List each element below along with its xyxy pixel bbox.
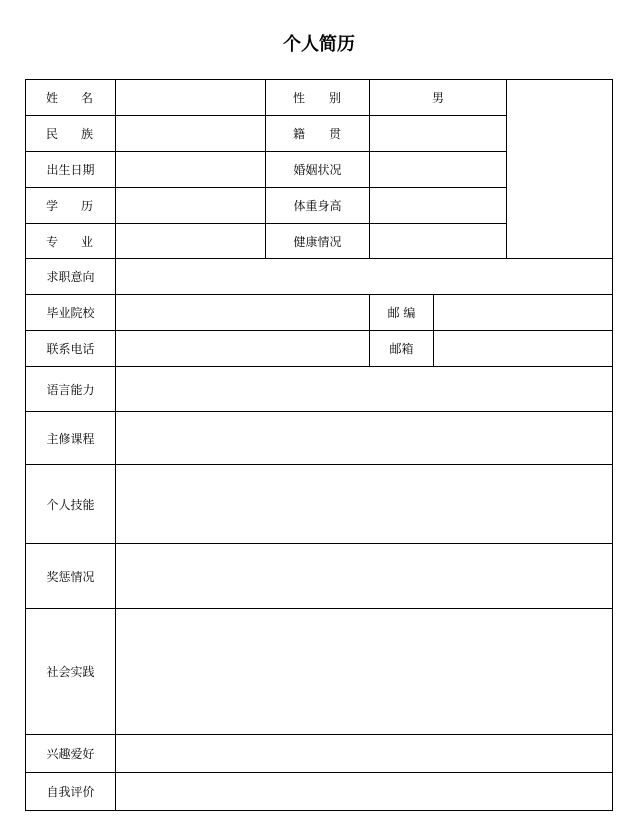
birth-date-field[interactable]: [116, 152, 265, 187]
courses-field[interactable]: [116, 412, 612, 464]
label-skills: 个人技能: [46, 497, 95, 512]
label-native-place: 籍 贯: [293, 127, 341, 141]
native-place-field[interactable]: [370, 116, 506, 151]
label-awards: 奖惩情况: [46, 569, 95, 584]
self-eval-field[interactable]: [116, 773, 612, 810]
phone-field[interactable]: [116, 331, 369, 366]
weight-height-field[interactable]: [370, 188, 506, 223]
label-birth-date: 出生日期: [46, 163, 95, 177]
practice-field[interactable]: [116, 609, 612, 734]
label-health: 健康情况: [293, 234, 342, 249]
major-field[interactable]: [116, 224, 265, 258]
health-field[interactable]: [370, 224, 506, 258]
label-weight-height: 体重身高: [293, 199, 342, 213]
language-field[interactable]: [116, 367, 612, 411]
email-field[interactable]: [434, 331, 612, 366]
hobbies-field[interactable]: [116, 735, 612, 772]
school-field[interactable]: [116, 295, 369, 330]
label-gender: 性 别: [293, 91, 341, 105]
job-intention-field[interactable]: [116, 259, 612, 294]
postcode-field[interactable]: [434, 295, 612, 330]
education-field[interactable]: [116, 188, 265, 223]
label-job-intention: 求职意向: [46, 270, 95, 284]
label-language: 语言能力: [46, 382, 95, 397]
label-self-eval: 自我评价: [46, 785, 95, 799]
ethnicity-field[interactable]: [116, 116, 265, 151]
label-email: 邮箱: [389, 342, 414, 356]
label-practice: 社会实践: [46, 665, 95, 679]
label-marital-status: 婚姻状况: [293, 163, 342, 177]
awards-field[interactable]: [116, 544, 612, 608]
photo-box[interactable]: [507, 80, 612, 258]
skills-field[interactable]: [116, 465, 612, 543]
label-education: 学 历: [46, 199, 93, 213]
label-name: 姓 名: [46, 91, 93, 105]
marital-status-field[interactable]: [370, 152, 506, 187]
label-school: 毕业院校: [46, 306, 95, 320]
label-ethnicity: 民 族: [46, 127, 93, 141]
label-phone: 联系电话: [46, 342, 95, 356]
label-postcode: 邮 编: [387, 306, 416, 320]
name-field[interactable]: [116, 80, 265, 115]
label-major: 专 业: [46, 234, 93, 249]
gender-value[interactable]: 男: [431, 91, 444, 105]
label-hobbies: 兴趣爱好: [46, 747, 95, 761]
label-courses: 主修课程: [46, 431, 95, 446]
page-title: 个人简历: [283, 34, 355, 55]
